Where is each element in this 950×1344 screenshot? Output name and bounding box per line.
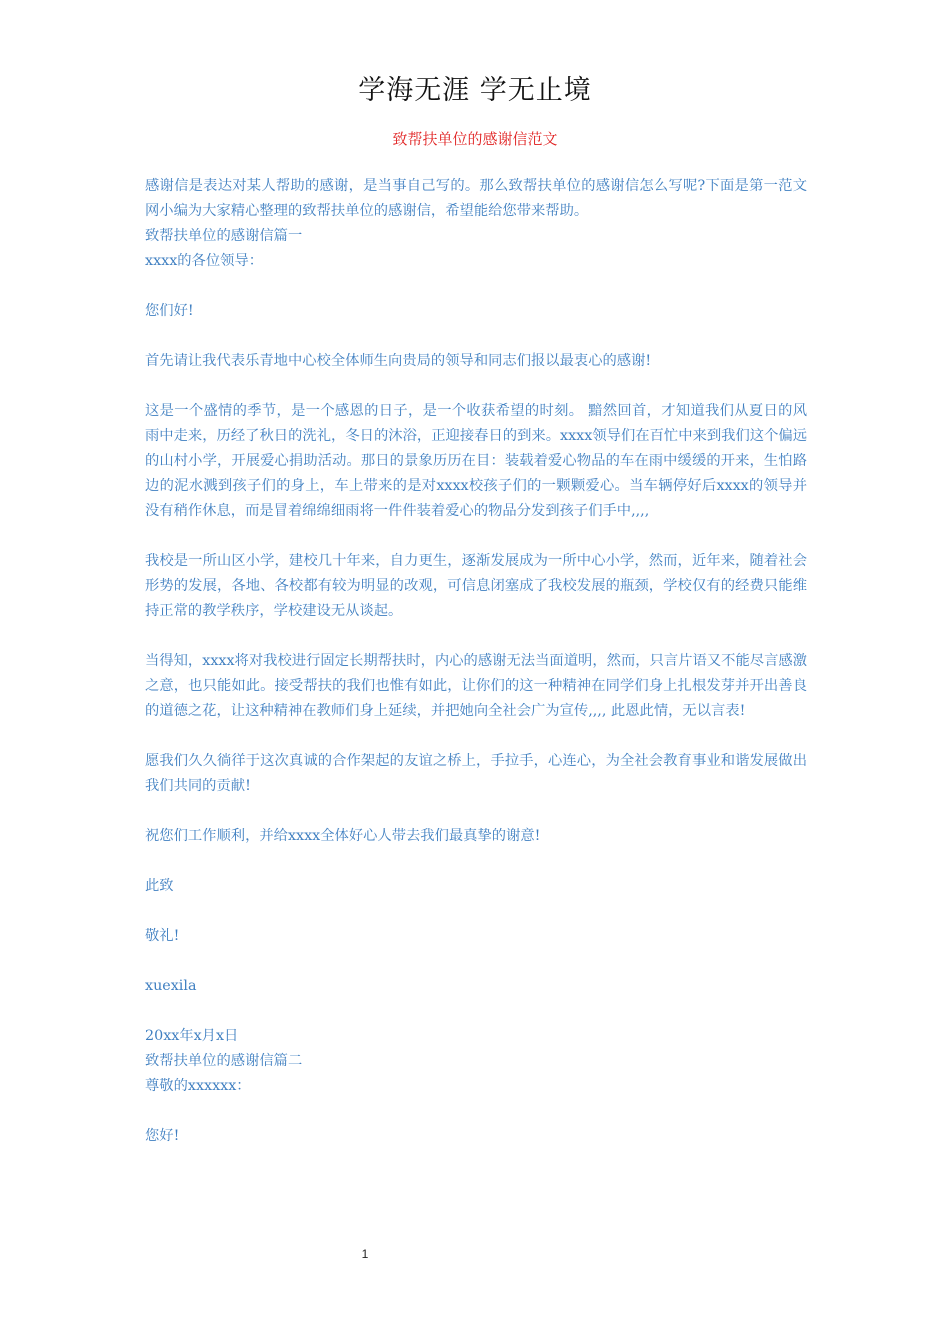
paragraph-6: 祝您们工作顺利，并给xxxx全体好心人带去我们最真挚的谢意! xyxy=(145,828,541,844)
section-heading-2: 致帮扶单位的感谢信篇二 xyxy=(145,1053,303,1069)
document-body xyxy=(145,174,807,1149)
greeting-1: 您们好! xyxy=(145,303,194,319)
paragraph-5: 愿我们久久徜徉于这次真诚的合作架起的友谊之桥上，手拉手，心连心，为全社会教育事业和谐发展做出我们共同的贡献! xyxy=(145,753,807,794)
section-heading-1: 致帮扶单位的感谢信篇一 xyxy=(145,228,303,244)
salutation-1: xxxx的各位领导： xyxy=(145,253,264,269)
paragraph-3: 我校是一所山区小学，建校几十年来，自力更生，逐渐发展成为一所中心小学，然而，近年来，随着社会形势的发展，各地、各校都有较为明显的改观，可信息闭塞成了我校发展的瓶颈，学校仅有的经费只能维持正常的教学秩序，学校建设无从谈起。 xyxy=(145,553,807,619)
paragraph-1: 首先请让我代表乐青地中心校全体师生向贵局的领导和同志们报以最衷心的感谢! xyxy=(145,353,652,369)
page-number: 1 xyxy=(361,1247,369,1261)
signature: xuexila xyxy=(145,978,197,994)
paragraph-2: 这是一个盛情的季节，是一个感恩的日子，是一个收获希望的时刻。 黯然回首，才知道我们从夏日的风雨中走来，历经了秋日的洗礼，冬日的沐浴，正迎接春日的到来。xxxx领导们在百忙中来到我们这个偏远的山村小学，开展爱心捐助活动。那日的景象历历在目：装载着爱心物品的车在雨中缓缓的开来，生怕路边的泥水溅到孩子们的身上，车上带来的是对xxxx校孩子们的一颗颗爱心。当车辆停好后xxxx的领导并没有稍作休息，而是冒着绵绵细雨将一件件装着爱心的物品分发到孩子们手中,,,, xyxy=(145,403,807,519)
closing-2: 敬礼! xyxy=(145,928,180,944)
salutation-2: 尊敬的xxxxxx： xyxy=(145,1078,251,1094)
date: 20xx年x月x日 xyxy=(145,1028,239,1044)
intro-paragraph: 感谢信是表达对某人帮助的感谢，是当事自己写的。那么致帮扶单位的感谢信怎么写呢?下面是第一范文网小编为大家精心整理的致帮扶单位的感谢信，希望能给您带来帮助。 xyxy=(145,178,807,219)
closing-1: 此致 xyxy=(145,878,174,894)
paragraph-4: 当得知，xxxx将对我校进行固定长期帮扶时，内心的感谢无法当面道明，然而，只言片语又不能尽言感激之意，也只能如此。接受帮扶的我们也惟有如此，让你们的这一种精神在同学们身上扎根发芽并开出善良的道德之花，让这种精神在教师们身上延续，并把她向全社会广为宣传,,,, 此恩此情，无以言表! xyxy=(145,653,807,719)
page-header-title: 学海无涯 学无止境 xyxy=(358,75,592,106)
document-title: 致帮扶单位的感谢信范文 xyxy=(392,130,558,148)
greeting-2: 您好! xyxy=(145,1128,180,1144)
